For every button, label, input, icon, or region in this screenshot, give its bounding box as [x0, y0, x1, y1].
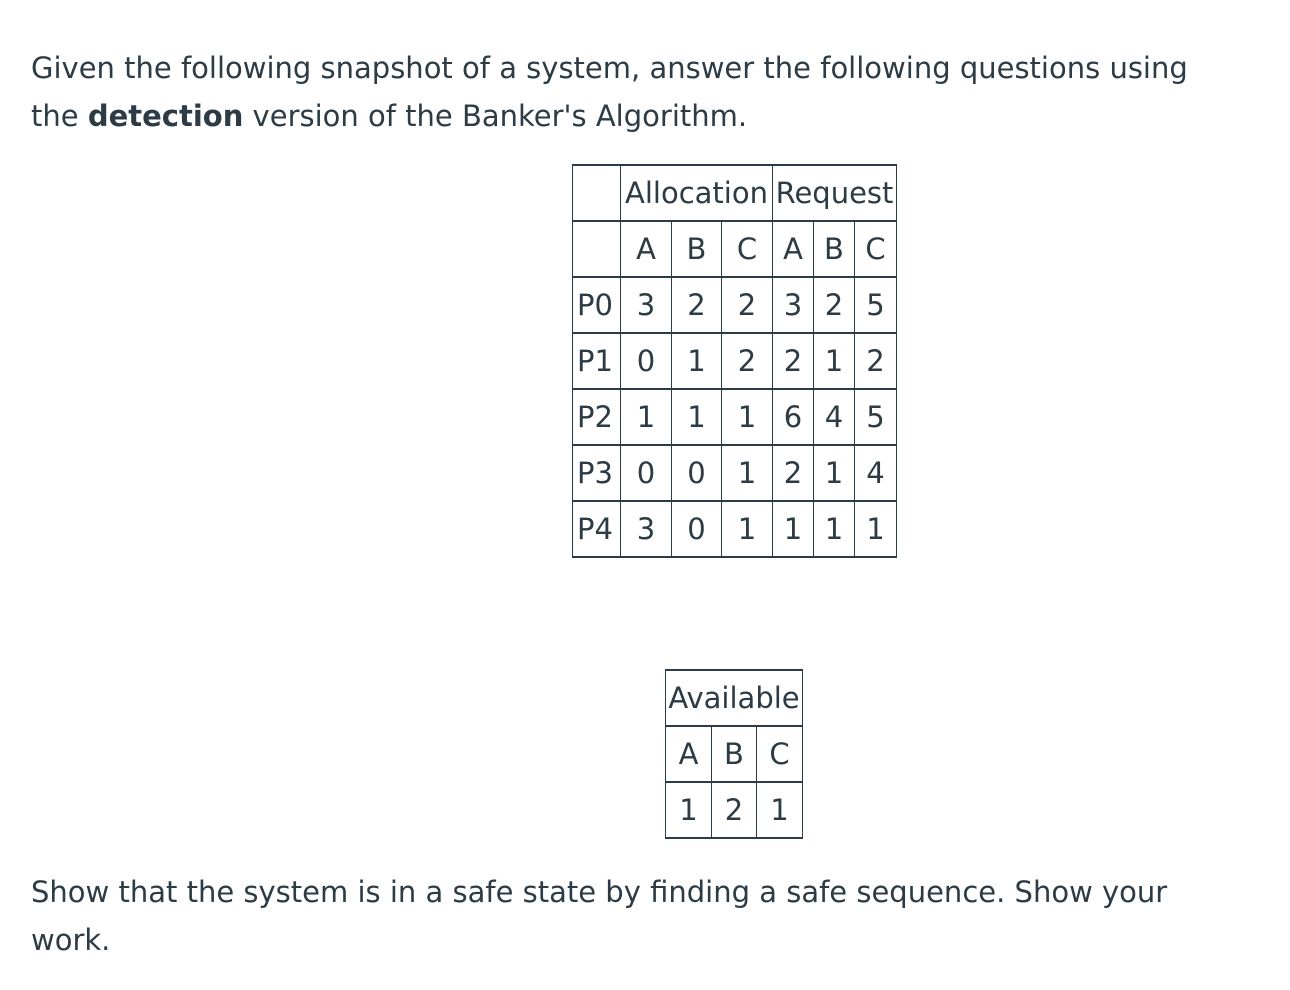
available-cell: 2: [712, 782, 757, 838]
resource-label: A: [666, 726, 712, 782]
table-row: [573, 277, 897, 333]
resource-label: A: [773, 221, 814, 277]
allocation-cell: 3: [621, 501, 672, 557]
resource-label: C: [757, 726, 803, 782]
intro-line-2-start: the: [31, 99, 88, 133]
request-cell: 1: [773, 501, 814, 557]
request-cell: 2: [773, 333, 814, 389]
process-label: P4: [573, 501, 621, 557]
request-cell: 1: [814, 501, 855, 557]
allocation-cell: 2: [672, 277, 722, 333]
available-cell: 1: [666, 782, 712, 838]
table-row: [573, 501, 897, 557]
resource-label: B: [672, 221, 722, 277]
table-header-row: [666, 670, 803, 726]
process-label: P0: [573, 277, 621, 333]
resource-header-row: [666, 726, 803, 782]
table-corner-cell: [573, 165, 621, 221]
allocation-request-table: [572, 164, 897, 558]
allocation-cell: 1: [722, 501, 773, 557]
request-cell: 5: [855, 389, 897, 445]
intro-text: [31, 44, 1251, 140]
intro-line-2-end: version of the Banker's Algorithm.: [243, 99, 748, 133]
allocation-cell: 1: [722, 445, 773, 501]
allocation-cell: 1: [722, 389, 773, 445]
table-corner-cell: [573, 221, 621, 277]
table-row: [573, 445, 897, 501]
request-header: Request: [773, 165, 897, 221]
request-cell: 1: [814, 445, 855, 501]
request-cell: 4: [855, 445, 897, 501]
request-cell: 4: [814, 389, 855, 445]
resource-label: B: [712, 726, 757, 782]
allocation-cell: 0: [621, 333, 672, 389]
process-label: P3: [573, 445, 621, 501]
resource-label: C: [855, 221, 897, 277]
allocation-cell: 0: [672, 501, 722, 557]
table-header-row: [573, 165, 897, 221]
table-row: [573, 333, 897, 389]
request-cell: 2: [855, 333, 897, 389]
request-cell: 5: [855, 277, 897, 333]
intro-line-1: Given the following snapshot of a system, answer the following questions using: [31, 51, 1188, 85]
closing-instruction: Show that the system is in a safe state by finding a safe sequence. Show your work.: [31, 875, 1168, 957]
resource-label: C: [722, 221, 773, 277]
allocation-cell: 2: [722, 333, 773, 389]
allocation-cell: 0: [621, 445, 672, 501]
request-cell: 6: [773, 389, 814, 445]
resource-label: A: [621, 221, 672, 277]
allocation-cell: 1: [672, 389, 722, 445]
table-row: [666, 782, 803, 838]
allocation-cell: 1: [672, 333, 722, 389]
allocation-cell: 3: [621, 277, 672, 333]
allocation-cell: 0: [672, 445, 722, 501]
available-header: Available: [666, 670, 803, 726]
intro-bold-detection: detection: [87, 99, 244, 133]
request-cell: 1: [814, 333, 855, 389]
resource-header-row: [573, 221, 897, 277]
allocation-cell: 2: [722, 277, 773, 333]
process-label: P1: [573, 333, 621, 389]
available-table: [665, 669, 803, 839]
table-row: [573, 389, 897, 445]
process-label: P2: [573, 389, 621, 445]
allocation-header: Allocation: [621, 165, 773, 221]
request-cell: 3: [773, 277, 814, 333]
request-cell: 1: [855, 501, 897, 557]
request-cell: 2: [773, 445, 814, 501]
allocation-cell: 1: [621, 389, 672, 445]
request-cell: 2: [814, 277, 855, 333]
available-cell: 1: [757, 782, 803, 838]
resource-label: B: [814, 221, 855, 277]
